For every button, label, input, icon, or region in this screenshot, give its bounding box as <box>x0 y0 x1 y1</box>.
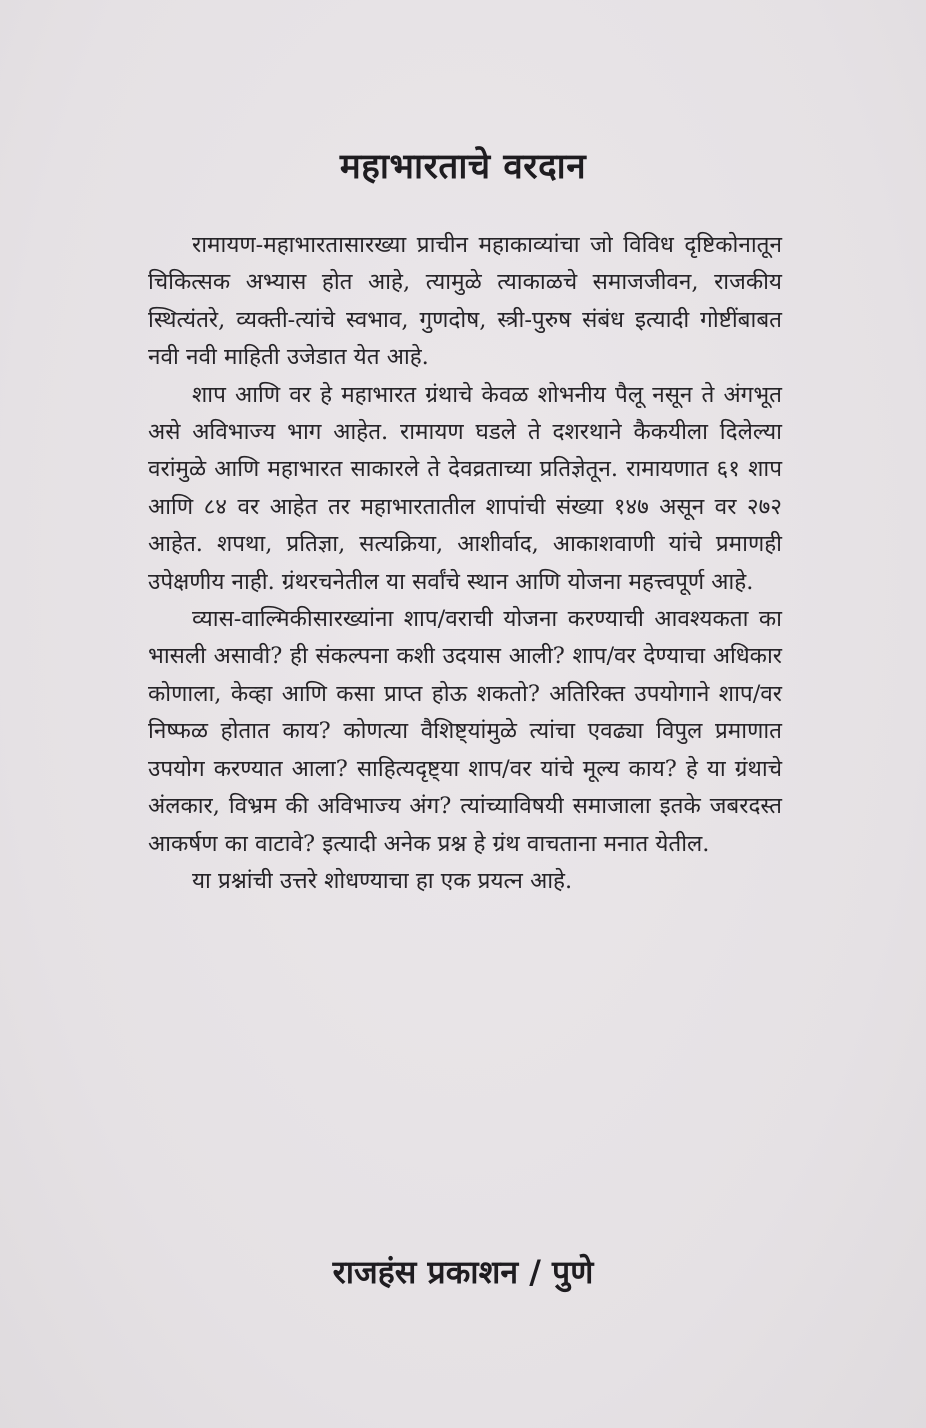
paragraph-3: व्यास-वाल्मिकीसारख्यांना शाप/वराची योजना करण्याची आवश्यकता का भासली असावी? ही संकल्पना कशी उदयास आली? शाप/वर देण्याचा अधिकार कोणाला, केव्हा आणि कसा प्राप्त होऊ शकतो? अतिरिक्त उपयोगाने शाप/वर निष्फळ होतात काय? कोणत्या वैशिष्ट्यांमुळे त्यांचा एवढ्या विपुल प्रमाणात उपयोग करण्यात आला? साहित्यदृष्ट्या शाप/वर यांचे मूल्य काय? हे या ग्रंथाचे अंलकार, विभ्रम की अविभाज्य अंग? त्यांच्याविषयी समाजाला इतके जबरदस्त आकर्षण का वाटावे? इत्यादी अनेक प्रश्न हे ग्रंथ वाचताना मनात येतील. <box>148 606 782 857</box>
paragraph-4: या प्रश्नांची उत्तरे शोधण्याचा हा एक प्रयत्न आहे. <box>192 867 573 894</box>
paragraph-1: रामायण-महाभारतासारख्या प्राचीन महाकाव्यांचा जो विविध दृष्टिकोनातून चिकित्सक अभ्यास होत आहे, त्यामुळे त्याकाळचे समाजजीवन, राजकीय स्थित्यंतरे, व्यक्ती-त्यांचे स्वभाव, गुणदोष, स्त्री-पुरुष संबंध इत्यादी गोष्टींबाबत नवी नवी माहिती उजेडात येत आहे. <box>148 232 782 371</box>
paragraph-2: शाप आणि वर हे महाभारत ग्रंथाचे केवळ शोभनीय पैलू नसून ते अंगभूत असे अविभाज्य भाग आहेत. रामायण घडले ते दशरथाने कैकयीला दिलेल्या वरांमुळे आणि महाभारत साकारले ते देवव्रताच्या प्रतिज्ञेतून. रामायणात ६१ शाप आणि ८४ वर आहेत तर महाभारतातील शापांची संख्या १४७ असून वर २७२ आहेत. शपथा, प्रतिज्ञा, सत्यक्रिया, आशीर्वाद, आकाशवाणी यांचे प्रमाणही उपेक्षणीय नाही. ग्रंथरचनेतील या सर्वांचे स्थान आणि योजना महत्त्वपूर्ण आहे. <box>148 381 782 595</box>
page-title: महाभारताचे वरदान <box>339 147 587 187</box>
publisher-imprint: राजहंस प्रकाशन / पुणे <box>332 1253 594 1291</box>
blurb-text <box>148 227 782 900</box>
